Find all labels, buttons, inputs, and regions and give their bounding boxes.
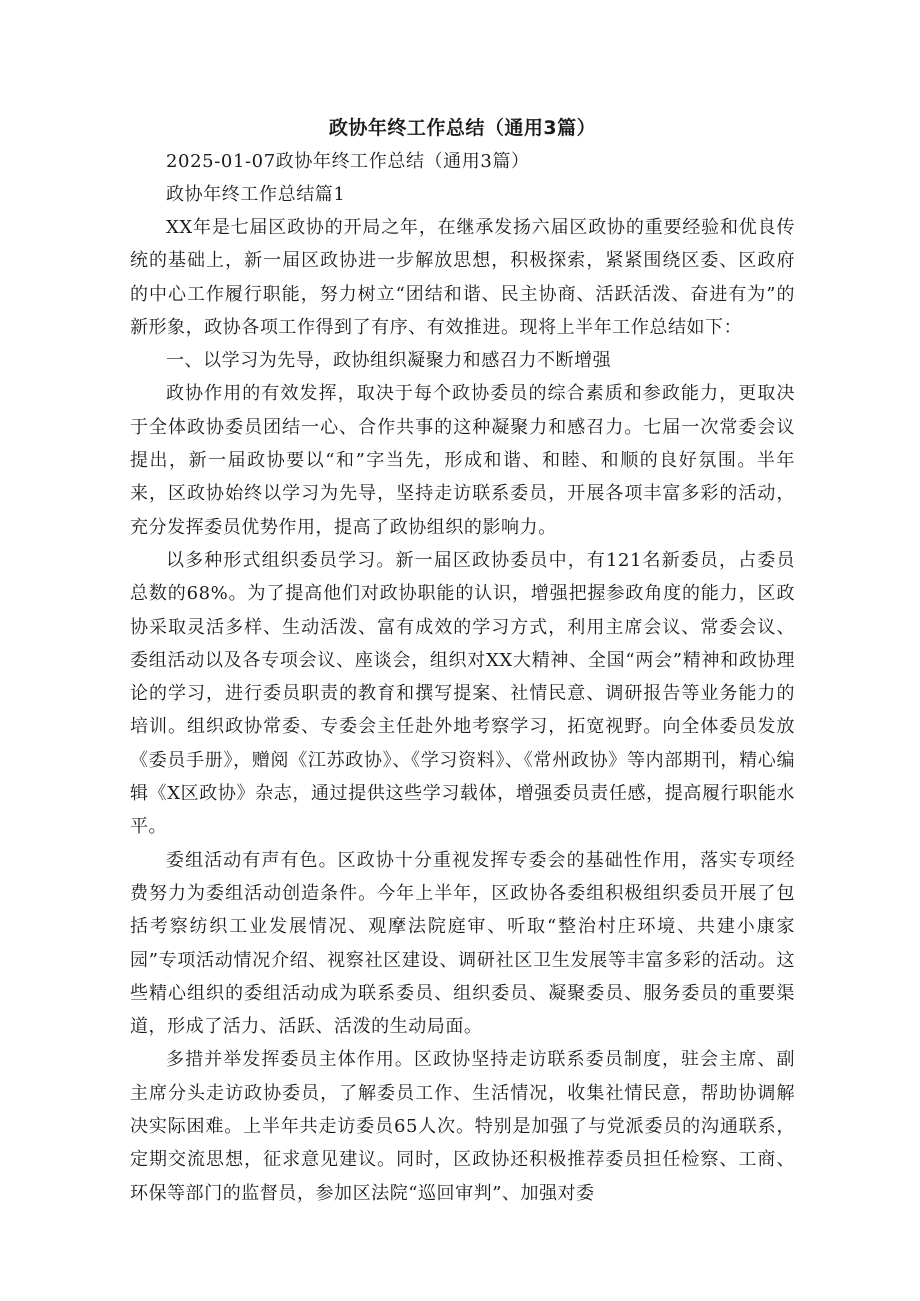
paragraph-members: 多措并举发挥委员主体作用。区政协坚持走访联系委员制度，驻会主席、副主席分头走访政协委员，了解委员工作、生活情况，收集社情民意，帮助协调解决实际困难。上半年共走访委员65人次。特别是加强了与党派委员的沟通联系，定期交流思想，征求意见建议。同时，区政协还积极推荐委员担任检察、工商、环保等部门的监督员，参加区法院“巡回审判”、加强对委 — [130, 1049, 795, 1204]
document-body — [130, 112, 795, 1210]
section-title: 政协年终工作总结篇1 — [166, 184, 346, 205]
paragraph-intro: XX年是七届区政协的开局之年，在继承发扬六届区政协的重要经验和优良传统的基础上，新一届区政协进一步解放思想，积极探索，紧紧围绕区委、区政府的中心工作履行职能，努力树立“团结和谐、民主协商、活跃活泼、奋进有为”的新形象，政协各项工作得到了有序、有效推进。现将上半年工作总结如下： — [130, 217, 795, 338]
paragraph-committee: 委组活动有声有色。区政协十分重视发挥专委会的基础性作用，落实专项经费努力为委组活动创造条件。今年上半年，区政协各委组积极组织委员开展了包括考察纺织工业发展情况、观摩法院庭审、听取“整治村庄环境、共建小康家园”专项活动情况介绍、视察社区建设、调研社区卫生发展等丰富多彩的活动。这些精心组织的委组活动成为联系委员、组织委员、凝聚委员、服务委员的重要渠道，形成了活力、活跃、活泼的生动局面。 — [130, 849, 795, 1038]
document-title: 政协年终工作总结（通用3篇） — [328, 117, 597, 139]
paragraph-role: 政协作用的有效发挥，取决于每个政协委员的综合素质和参政能力，更取决于全体政协委员团结一心、合作共事的这种凝聚力和感召力。七届一次常委会议提出，新一届政协要以“和”字当先，形成和谐、和睦、和顺的良好氛围。半年来，区政协始终以学习为先导，坚持走访联系委员，开展各项丰富多彩的活动，充分发挥委员优势作用，提高了政协组织的影响力。 — [130, 383, 795, 538]
paragraph-study: 以多种形式组织委员学习。新一届区政协委员中，有121名新委员，占委员总数的68%。为了提高他们对政协职能的认识，增强把握参政角度的能力，区政协采取灵活多样、生动活泼、富有成效的学习方式，利用主席会议、常委会议、委组活动以及各专项会议、座谈会，组织对XX大精神、全国“两会”精神和政协理论的学习，进行委员职责的教育和撰写提案、社情民意、调研报告等业务能力的培训。组织政协常委、专委会主任赴外地考察学习，拓宽视野。向全体委员发放《委员手册》，赠阅《江苏政协》、《学习资料》、《常州政协》等内部期刊，精心编辑《X区政协》杂志，通过提供这些学习载体，增强委员责任感，提高履行职能水平。 — [130, 549, 795, 838]
heading-one: 一、以学习为先导，政协组织凝聚力和感召力不断增强 — [166, 350, 612, 372]
date-line: 2025-01-07政协年终工作总结（通用3篇） — [166, 151, 530, 172]
